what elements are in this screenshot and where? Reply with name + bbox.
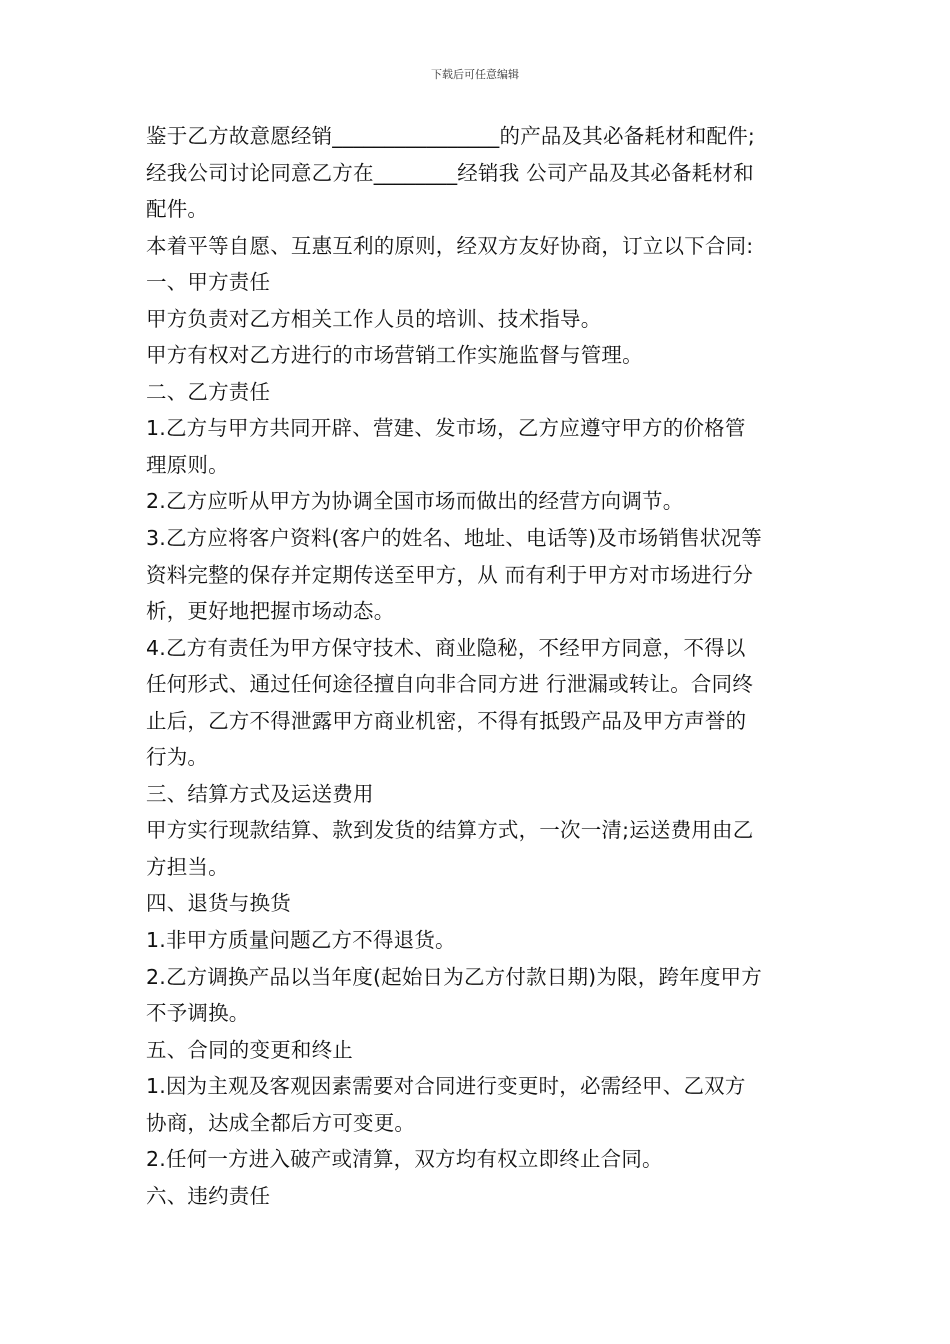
text-line: 2.乙方应听从甲方为协调全国市场而做出的经营方向调节。 [146,489,684,514]
section-heading: 一、甲方责任 [146,270,271,295]
text-line: 析，更好地把握市场动态。 [146,599,395,624]
text-line: 1.乙方与甲方共同开辟、营建、发市场，乙方应遵守甲方的价格管 [146,416,746,441]
text-line: 鉴于乙方故意愿经销________________的产品及其必备耗材和配件; [146,124,756,148]
section-heading: 五、合同的变更和终止 [146,1037,353,1062]
text-line: 不予调换。 [146,1001,250,1026]
text-line: 3.乙方应将客户资料(客户的姓名、地址、电话等)及市场销售状况等 [146,526,762,551]
text-line: 2.任何一方进入破产或清算，双方均有权立即终止合同。 [146,1147,663,1172]
section-heading: 四、退货与换货 [146,891,291,916]
text-line: 止后，乙方不得泄露甲方商业机密，不得有抵毁产品及甲方声誉的 [146,708,747,733]
text-line: 协商，达成全都后方可变更。 [146,1110,416,1135]
text-line: 方担当。 [146,854,229,879]
text-line: 4.乙方有责任为甲方保守技术、商业隐秘，不经甲方同意，不得以 [146,635,746,660]
text-line: 1.非甲方质量问题乙方不得退货。 [146,928,456,953]
header-note: 下载后可任意编辑 [431,68,519,81]
text-line: 任何形式、通过任何途径擅自向非合同方进 行泄漏或转让。合同终 [146,672,754,697]
section-heading: 三、结算方式及运送费用 [146,781,374,806]
text-line: 甲方实行现款结算、款到发货的结算方式，一次一清;运送费用由乙 [146,818,754,843]
text-line: 2.乙方调换产品以当年度(起始日为乙方付款日期)为限，跨年度甲方 [146,964,762,989]
text-line: 甲方负责对乙方相关工作人员的培训、技术指导。 [146,306,602,331]
text-line: 行为。 [146,745,209,770]
section-heading: 六、违约责任 [146,1183,271,1208]
text-line: 本着平等自愿、互惠互利的原则，经双方友好协商，订立以下合同: [146,233,754,258]
text-line: 1.因为主观及客观因素需要对合同进行变更时，必需经甲、乙双方 [146,1074,746,1099]
text-line: 理原则。 [146,452,229,477]
section-heading: 二、乙方责任 [146,379,271,404]
text-line: 资料完整的保存并定期传送至甲方，从 而有利于甲方对市场进行分 [146,562,754,587]
text-line: 经我公司讨论同意乙方在________经销我 公司产品及其必备耗材和 [146,160,754,185]
contract-body [146,118,808,1214]
text-line: 甲方有权对乙方进行的市场营销工作实施监督与管理。 [146,343,643,368]
text-line: 配件。 [146,197,209,222]
